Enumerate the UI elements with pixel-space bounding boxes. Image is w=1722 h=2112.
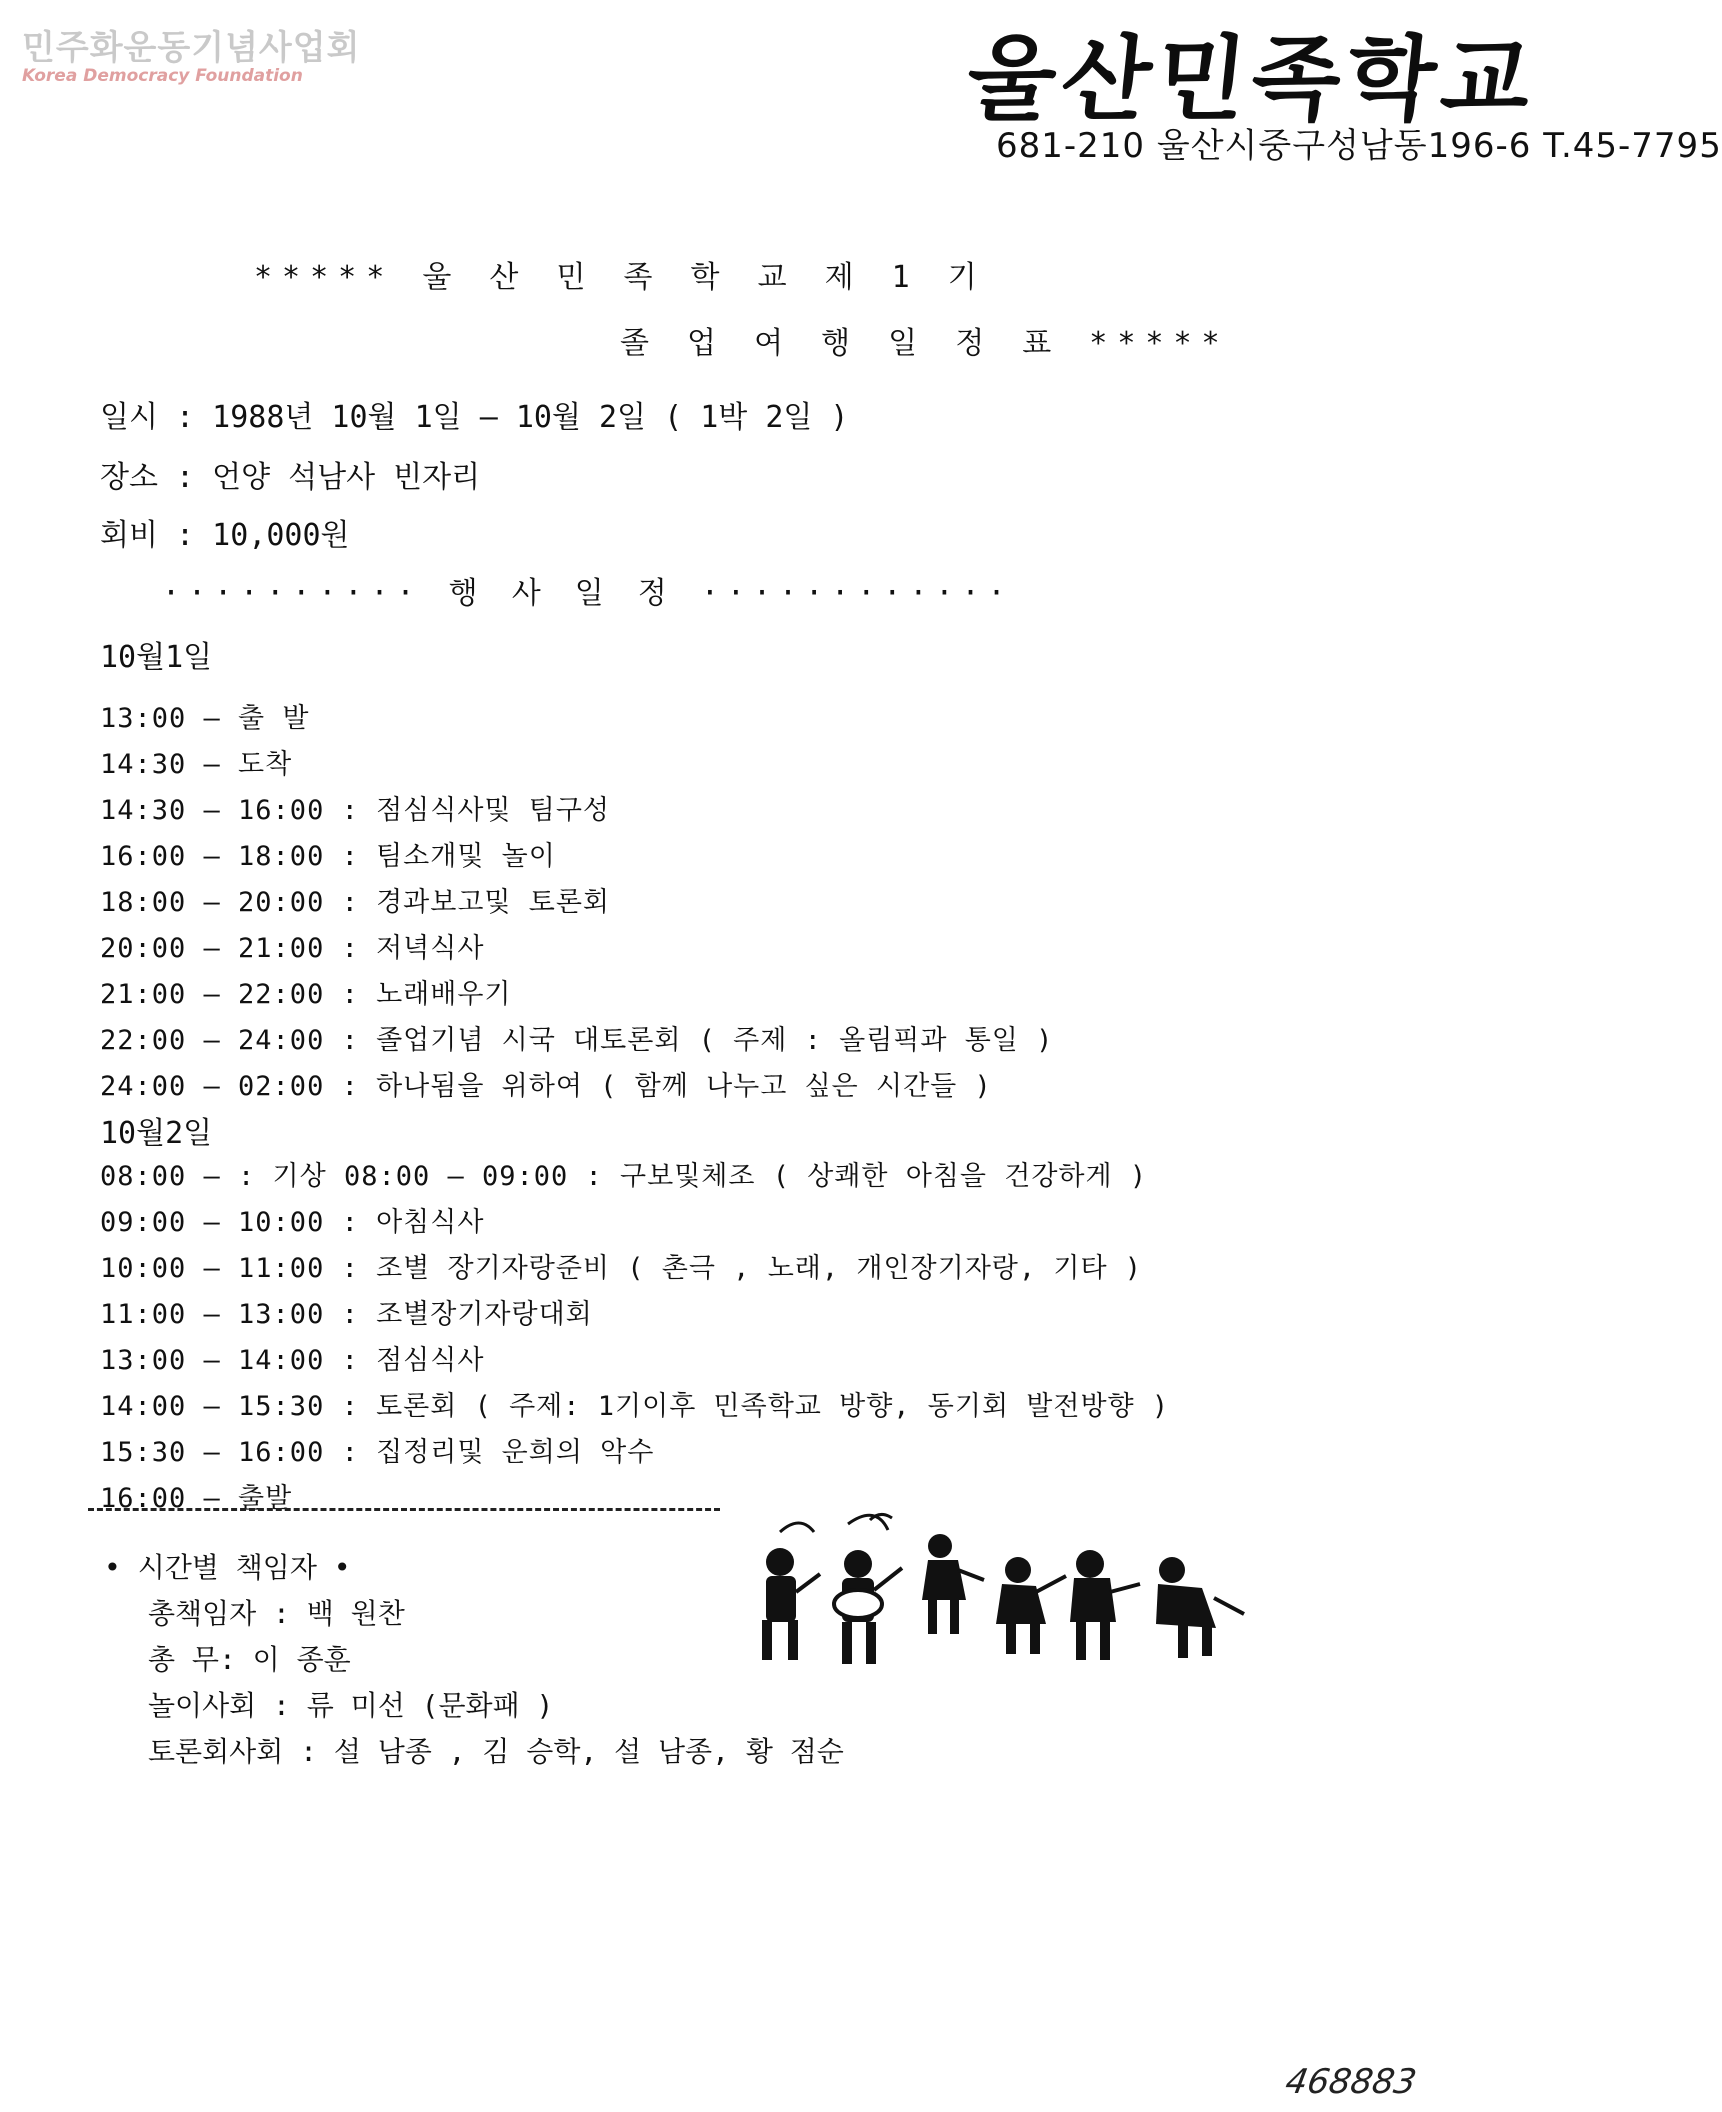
school-logo: 울산민족학교 xyxy=(961,25,1543,133)
schedule-item: 14:30 — 16:00 : 점심식사및 팀구성 xyxy=(100,795,610,826)
letterhead-address: 681-210 울산시중구성남동196-6 T.45-7795 xyxy=(996,126,1722,166)
schedule-item: 20:00 — 21:00 : 저녁식사 xyxy=(100,933,485,964)
title-line-2: 졸 업 여 행 일 정 표 ***** xyxy=(620,326,1230,361)
info-date: 일시 : 1988년 10월 1일 — 10월 2일 ( 1박 2일 ) xyxy=(100,400,849,435)
info-fee: 회비 : 10,000원 xyxy=(100,518,350,553)
responsible-row: 총 무: 이 종훈 xyxy=(148,1643,351,1676)
schedule-item: 08:00 — : 기상 08:00 — 09:00 : 구보및체조 ( 상쾌한 아침을 건강하게 ) xyxy=(100,1161,1148,1192)
dancers-illustration xyxy=(740,1512,1270,1682)
schedule-item: 09:00 — 10:00 : 아침식사 xyxy=(100,1207,485,1238)
responsible-heading: • 시간별 책임자 • xyxy=(104,1551,351,1584)
schedule-item: 16:00 — 출발 xyxy=(100,1483,293,1514)
watermark-english: Korea Democracy Foundation xyxy=(22,66,303,86)
day1-label: 10월1일 xyxy=(100,640,213,675)
schedule-item: 24:00 — 02:00 : 하나됨을 위하여 ( 함께 나누고 싶은 시간들 ) xyxy=(100,1071,992,1102)
day2-label: 10월2일 xyxy=(100,1116,213,1151)
schedule-item: 13:00 — 출 발 xyxy=(100,703,310,734)
responsible-row: 총책임자 : 백 원찬 xyxy=(148,1597,405,1630)
schedule-item: 22:00 — 24:00 : 졸업기념 시국 대토론회 ( 주제 : 올림픽과 통일 ) xyxy=(100,1025,1054,1056)
schedule-item: 13:00 — 14:00 : 점심식사 xyxy=(100,1345,485,1376)
schedule-item: 11:00 — 13:00 : 조별장기자랑대회 xyxy=(100,1299,593,1330)
schedule-item: 14:30 — 도착 xyxy=(100,749,293,780)
watermark-korean: 민주화운동기념사업회 xyxy=(22,28,361,68)
schedule-item: 16:00 — 18:00 : 팀소개및 놀이 xyxy=(100,841,556,872)
document-number: 468883 xyxy=(1282,2062,1420,2102)
info-place: 장소 : 언양 석남사 빈자리 xyxy=(100,460,481,495)
dashed-divider xyxy=(88,1508,720,1511)
schedule-item: 14:00 — 15:30 : 토론회 ( 주제: 1기이후 민족학교 방향, 동기회 발전방향 ) xyxy=(100,1391,1170,1422)
schedule-item: 15:30 — 16:00 : 집정리및 운희의 악수 xyxy=(100,1437,655,1468)
title-line-1: ***** 울 산 민 족 학 교 제 1 기 xyxy=(254,260,987,295)
schedule-item: 18:00 — 20:00 : 경과보고및 토론회 xyxy=(100,887,610,918)
responsible-row: 놀이사회 : 류 미선 (문화패 ) xyxy=(148,1689,554,1722)
responsible-row: 토론회사회 : 설 남종 , 김 승학, 설 남종, 황 점순 xyxy=(148,1735,844,1768)
schedule-item: 10:00 — 11:00 : 조별 장기자랑준비 ( 촌극 , 노래, 개인장기자랑, 기타 ) xyxy=(100,1253,1143,1284)
section-title: ·········· 행 사 일 정 ············ xyxy=(162,576,1014,611)
schedule-item: 21:00 — 22:00 : 노래배우기 xyxy=(100,979,512,1010)
